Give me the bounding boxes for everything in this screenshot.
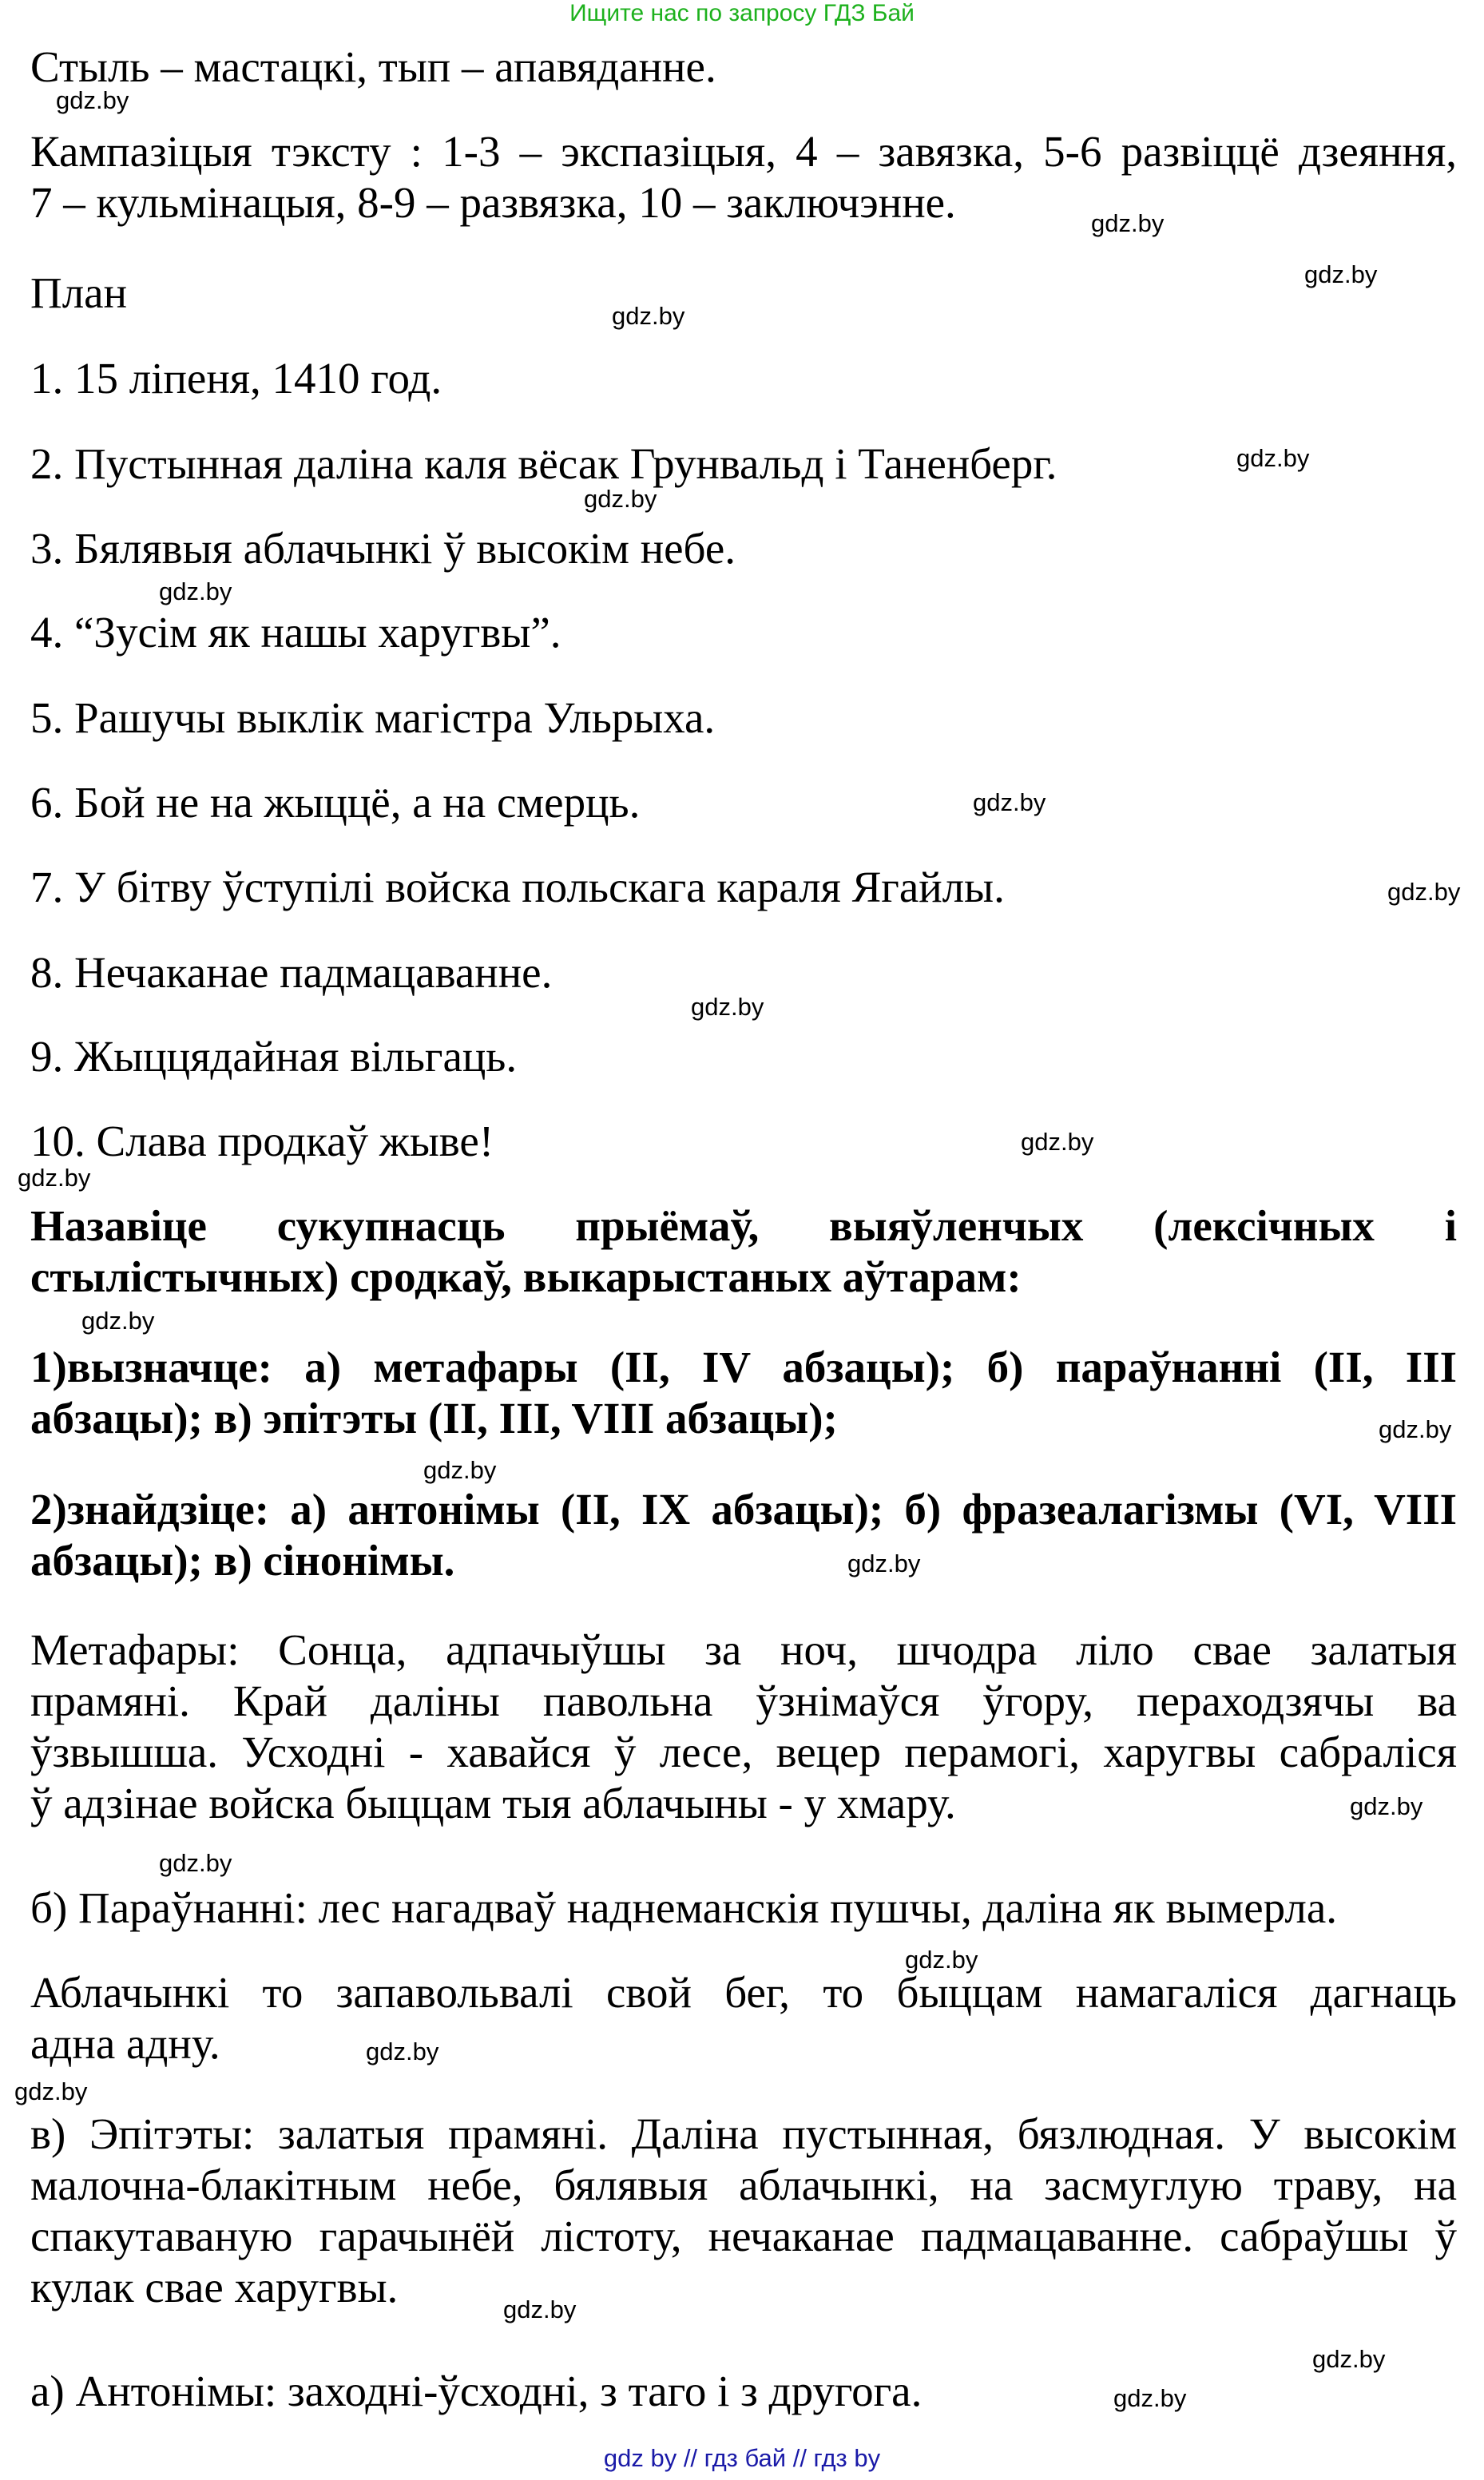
comparisons-cont-line-2: адна адну. [30,2019,220,2068]
watermark: gdz.by [973,788,1046,816]
watermark: gdz.by [1304,260,1378,288]
watermark: gdz.by [1379,1415,1452,1443]
task-part-1-line-2: абзацы); в) эпітэты (II, III, VIII абзацы); [30,1394,838,1442]
watermark: gdz.by [612,302,685,330]
watermark: gdz.by [1350,1792,1423,1820]
epithets-line-3: спакутаваную гарачынёй лістоту, нечаканае падмацаванне. сабраўшы ў [30,2212,1457,2260]
task-part-1 [30,1342,1457,1444]
watermark: gdz.by [18,1164,91,1192]
watermark: gdz.by [159,577,232,605]
watermark: gdz.by [584,485,657,513]
plan-item-1: 1. 15 ліпеня, 1410 год. [30,354,442,403]
watermark: gdz.by [423,1456,497,1484]
plan-item-10: 10. Слава продкаў жыве! [30,1117,494,1165]
plan-item-4: 4. “Зусім як нашы харугвы”. [30,608,561,657]
watermark: gdz.by [1312,2345,1386,2373]
metaphors-line-3: ўзвышша. Усходні - хавайся ў лесе, вецер перамогі, харугвы сабраліся [30,1728,1457,1776]
task-part-2 [30,1484,1457,1586]
metaphors-line-2: прамяні. Край даліны павольна ўзнімаўся ўгору, пераходзячы ва [30,1676,1457,1725]
epithets-line-4: кулак свае харугвы. [30,2263,399,2311]
watermark: gdz.by [847,1550,921,1577]
task-part-2-line-2: абзацы); в) сінонімы. [30,1536,455,1585]
style-line: Стыль – мастацкі, тып – апавяданне. [30,42,716,91]
watermark: gdz.by [905,1946,978,1974]
composition-paragraph [30,126,1457,228]
metaphors-line-1: Метафары: Сонца, адпачыўшы за ноч, шчодра ліло свае залатыя [30,1625,1457,1674]
metaphors-line-4: ў адзінае войска быццам тыя аблачыны - у хмару. [30,1779,956,1827]
plan-item-9: 9. Жыццядайная вільгаць. [30,1032,518,1081]
epithets-paragraph [30,2109,1457,2313]
plan-item-3: 3. Бялявыя аблачынкі ў высокім небе. [30,524,736,573]
task-part-2-line-1: 2)знайдзіце: а) антонімы (II, IX абзацы); б) фразеалагізмы (VI, VIII [30,1485,1457,1534]
plan-item-7: 7. У бітву ўступілі войска польскага караля Ягайлы. [30,863,1005,911]
plan-title: План [30,268,128,317]
comparisons-line: б) Параўнанні: лес нагадваў наднеманскія пушчы, даліна як вымерла. [30,1883,1338,1932]
watermark: gdz.by [691,993,764,1021]
composition-line-2: 7 – кульмінацыя, 8-9 – развязка, 10 – заключэнне. [30,178,956,227]
metaphors-paragraph [30,1625,1457,1829]
task-intro [30,1200,1457,1303]
watermark: gdz.by [81,1307,155,1335]
task-intro-line-2: стылістычных) сродкаў, выкарыстаных аўтарам: [30,1252,1022,1301]
comparisons-continued [30,1967,1457,2069]
watermark: gdz.by [159,1849,232,1877]
plan-item-6: 6. Бой не на жыццё, а на смерць. [30,778,641,827]
watermark: gdz.by [503,2295,577,2323]
footer-links: gdz by // гдз бай // гдз by [603,2444,881,2472]
top-banner: Ищите нас по запросу ГДЗ Бай [569,0,915,26]
plan-item-2: 2. Пустынная даліна каля вёсак Грунвальд і Таненберг. [30,439,1057,488]
plan-item-8: 8. Нечаканае падмацаванне. [30,948,553,997]
watermark: gdz.by [1113,2384,1187,2412]
watermark: gdz.by [56,86,129,114]
epithets-line-2: малочна-блакітным небе, бялявыя аблачынкі, на засмуглую траву, на [30,2161,1457,2209]
watermark: gdz.by [14,2077,88,2105]
watermark: gdz.by [1091,209,1165,237]
task-intro-line-1: Назавіце сукупнасць прыёмаў, выяўленчых (лексічных і [30,1201,1457,1250]
plan-item-5: 5. Рашучы выклік магістра Ульрыха. [30,693,716,742]
watermark: gdz.by [1021,1128,1094,1156]
comparisons-cont-line-1: Аблачынкі то запавольвалі свой бег, то быццам намагаліся дагнаць [30,1968,1457,2017]
task-part-1-line-1: 1)вызначце: а) метафары (II, IV абзацы); б) параўнанні (II, III [30,1343,1457,1391]
watermark: gdz.by [1236,444,1310,472]
antonyms-line: а) Антонімы: заходні-ўсходні, з таго і з другога. [30,2367,923,2415]
watermark: gdz.by [366,2038,439,2065]
epithets-line-1: в) Эпітэты: залатыя прамяні. Даліна пустынная, бязлюдная. У высокім [30,2109,1457,2158]
composition-line-1: Кампазіцыя тэксту : 1-3 – экспазіцыя, 4 – завязка, 5-6 развіццё дзеяння, [30,127,1457,176]
watermark: gdz.by [1387,878,1461,906]
